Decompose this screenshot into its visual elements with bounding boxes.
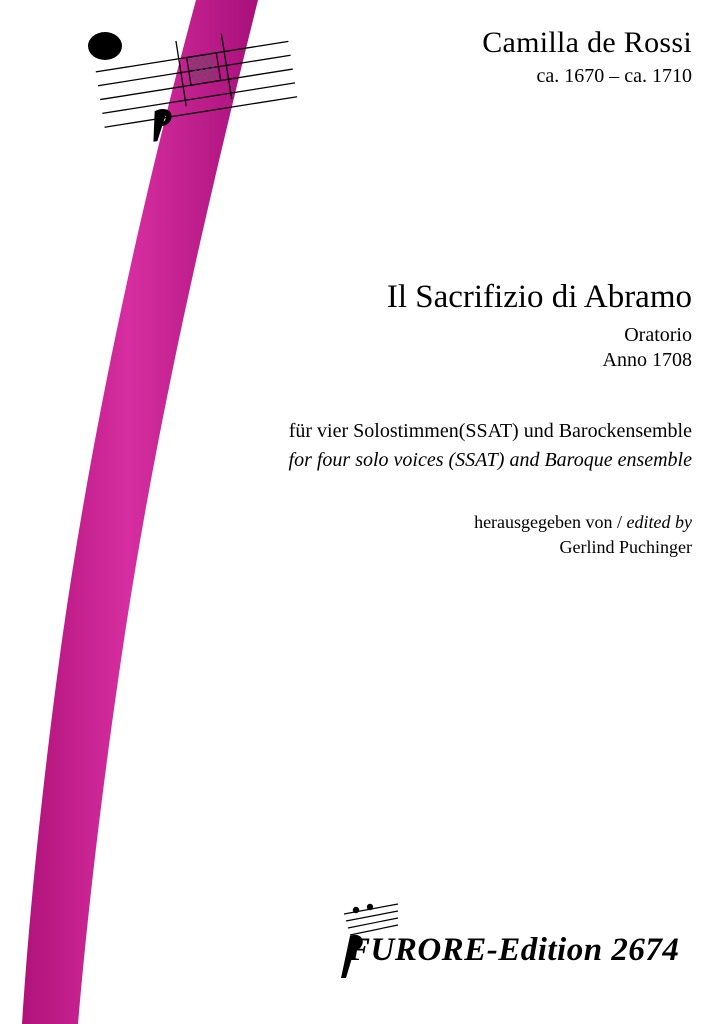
scoring-block [92, 418, 692, 474]
rest-mark-icon [149, 108, 176, 142]
title-block [132, 278, 692, 372]
scoring-german: für vier Solostimmen(SSAT) und Barockensemble [288, 420, 692, 442]
editor-label-english: edited by [626, 512, 692, 532]
publisher-logo [336, 892, 704, 992]
composer-dates: ca. 1670 – ca. 1710 [536, 64, 692, 87]
editor-name: Gerlind Puchinger [559, 537, 692, 557]
composer-name: Camilla de Rossi [482, 26, 692, 59]
work-year: Anno 1708 [602, 348, 692, 371]
editor-block [92, 512, 692, 558]
scoring-english: for four solo voices (SSAT) and Baroque ensemble [288, 449, 692, 471]
editor-label [92, 512, 692, 533]
work-genre: Oratorio [624, 323, 692, 346]
composer-block [482, 26, 692, 88]
publisher-name: FURORE-Edition 2674 [348, 932, 680, 968]
note-head-icon [88, 32, 122, 60]
editor-label-german: herausgegeben von / [474, 512, 627, 532]
work-title: Il Sacrifizio di Abramo [386, 279, 692, 315]
music-staff-artwork [78, 8, 308, 158]
